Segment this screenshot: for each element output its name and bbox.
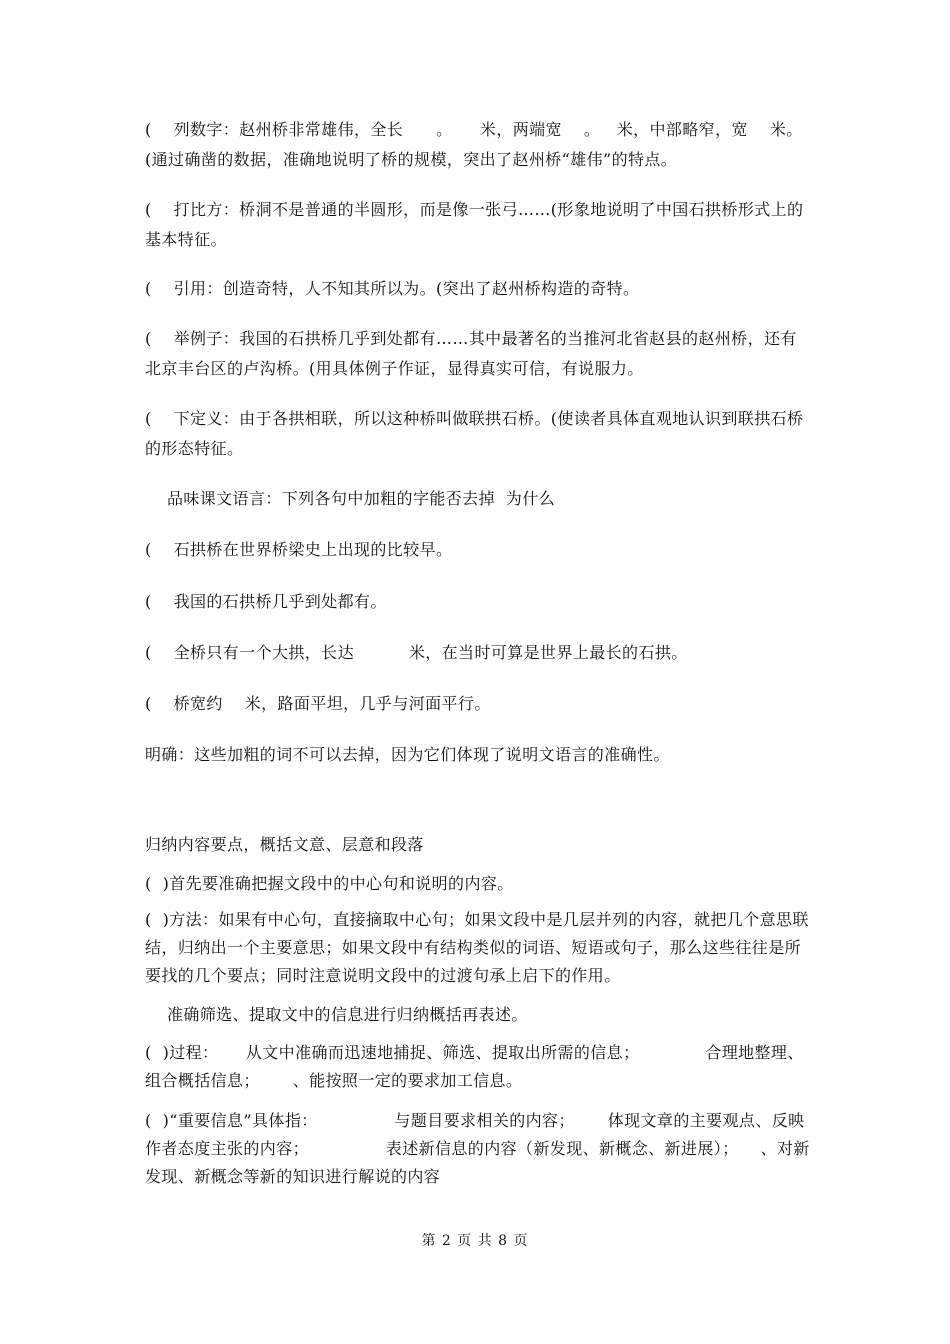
paragraph-sentence-4: ( 桥宽约 米，路面平坦，几乎与河面平行。 [145, 694, 491, 713]
paragraph-analogy: ( 打比方：桥洞不是普通的半圆形，而是像一张弓……(形象地说明了中国石拱桥形式上的基本特征。 [145, 200, 804, 249]
page-footer: 第 2 页 共 8 页 [421, 1233, 529, 1249]
paragraph-definition: ( 下定义：由于各拱相联，所以这种桥叫做联拱石桥。(使读者具体直观地认识到联拱石桥的形态特征。 [145, 409, 804, 458]
paragraph-sentence-1: ( 石拱桥在世界桥梁史上出现的比较早。 [145, 540, 453, 559]
paragraph-language-heading: 品味课文语言：下列各句中加粗的字能否去掉 为什么 [145, 489, 556, 508]
paragraph-filter-heading: 准确筛选、提取文中的信息进行归纳概括再表述。 [145, 1005, 528, 1024]
paragraph-point-1: ( )首先要准确把握文段中的中心句和说明的内容。 [145, 874, 514, 893]
paragraph-method: ( )方法：如果有中心句，直接摘取中心句；如果文段中是几层并列的内容，就把几个意思联结，归纳出一个主要意思；如果文段中有结构类似的词语、短语或句子，那么这些往往是所要找的几个要点；同时注意说明文段中的过渡句承上启下的作用。 [145, 910, 809, 985]
paragraph-sentence-2: ( 我国的石拱桥几乎到处都有。 [145, 592, 387, 611]
paragraph-process: ( )过程： 从文中准确而迅速地捕捉、筛选、提取出所需的信息； 合理地整理、组合概括信息； 、能按照一定的要求加工信息。 [145, 1043, 804, 1090]
paragraph-list-numbers: ( 列数字：赵州桥非常雄伟，全长 。 米，两端宽 。 米，中部略窄，宽 米。(通过确凿的数据，准确地说明了桥的规模，突出了赵州桥“雄伟”的特点。 [145, 120, 803, 169]
paragraph-sentence-3: ( 全桥只有一个大拱，长达 米，在当时可算是世界上最长的石拱。 [145, 643, 688, 662]
paragraph-examples: ( 举例子：我国的石拱桥几乎到处都有……其中最著名的当推河北省赵县的赵州桥，还有北京丰台区的卢沟桥。(用具体例子作证，显得真实可信，有说服力。 [145, 329, 797, 378]
paragraph-important-info: ( )“重要信息”具体指： 与题目要求相关的内容； 体现文章的主要观点、反映作者态度主张的内容； 表述新信息的内容（新发现、新概念、新进展）； 、对新发现、新概念等新的知识进行解说的内容 [145, 1111, 810, 1186]
paragraph-quotation: ( 引用：创造奇特，人不知其所以为。(突出了赵州桥构造的奇特。 [145, 279, 640, 298]
paragraph-summary-heading: 归纳内容要点，概括文意、层意和段落 [145, 835, 424, 854]
paragraph-conclusion: 明确：这些加粗的词不可以去掉，因为它们体现了说明文语言的准确性。 [145, 745, 670, 764]
